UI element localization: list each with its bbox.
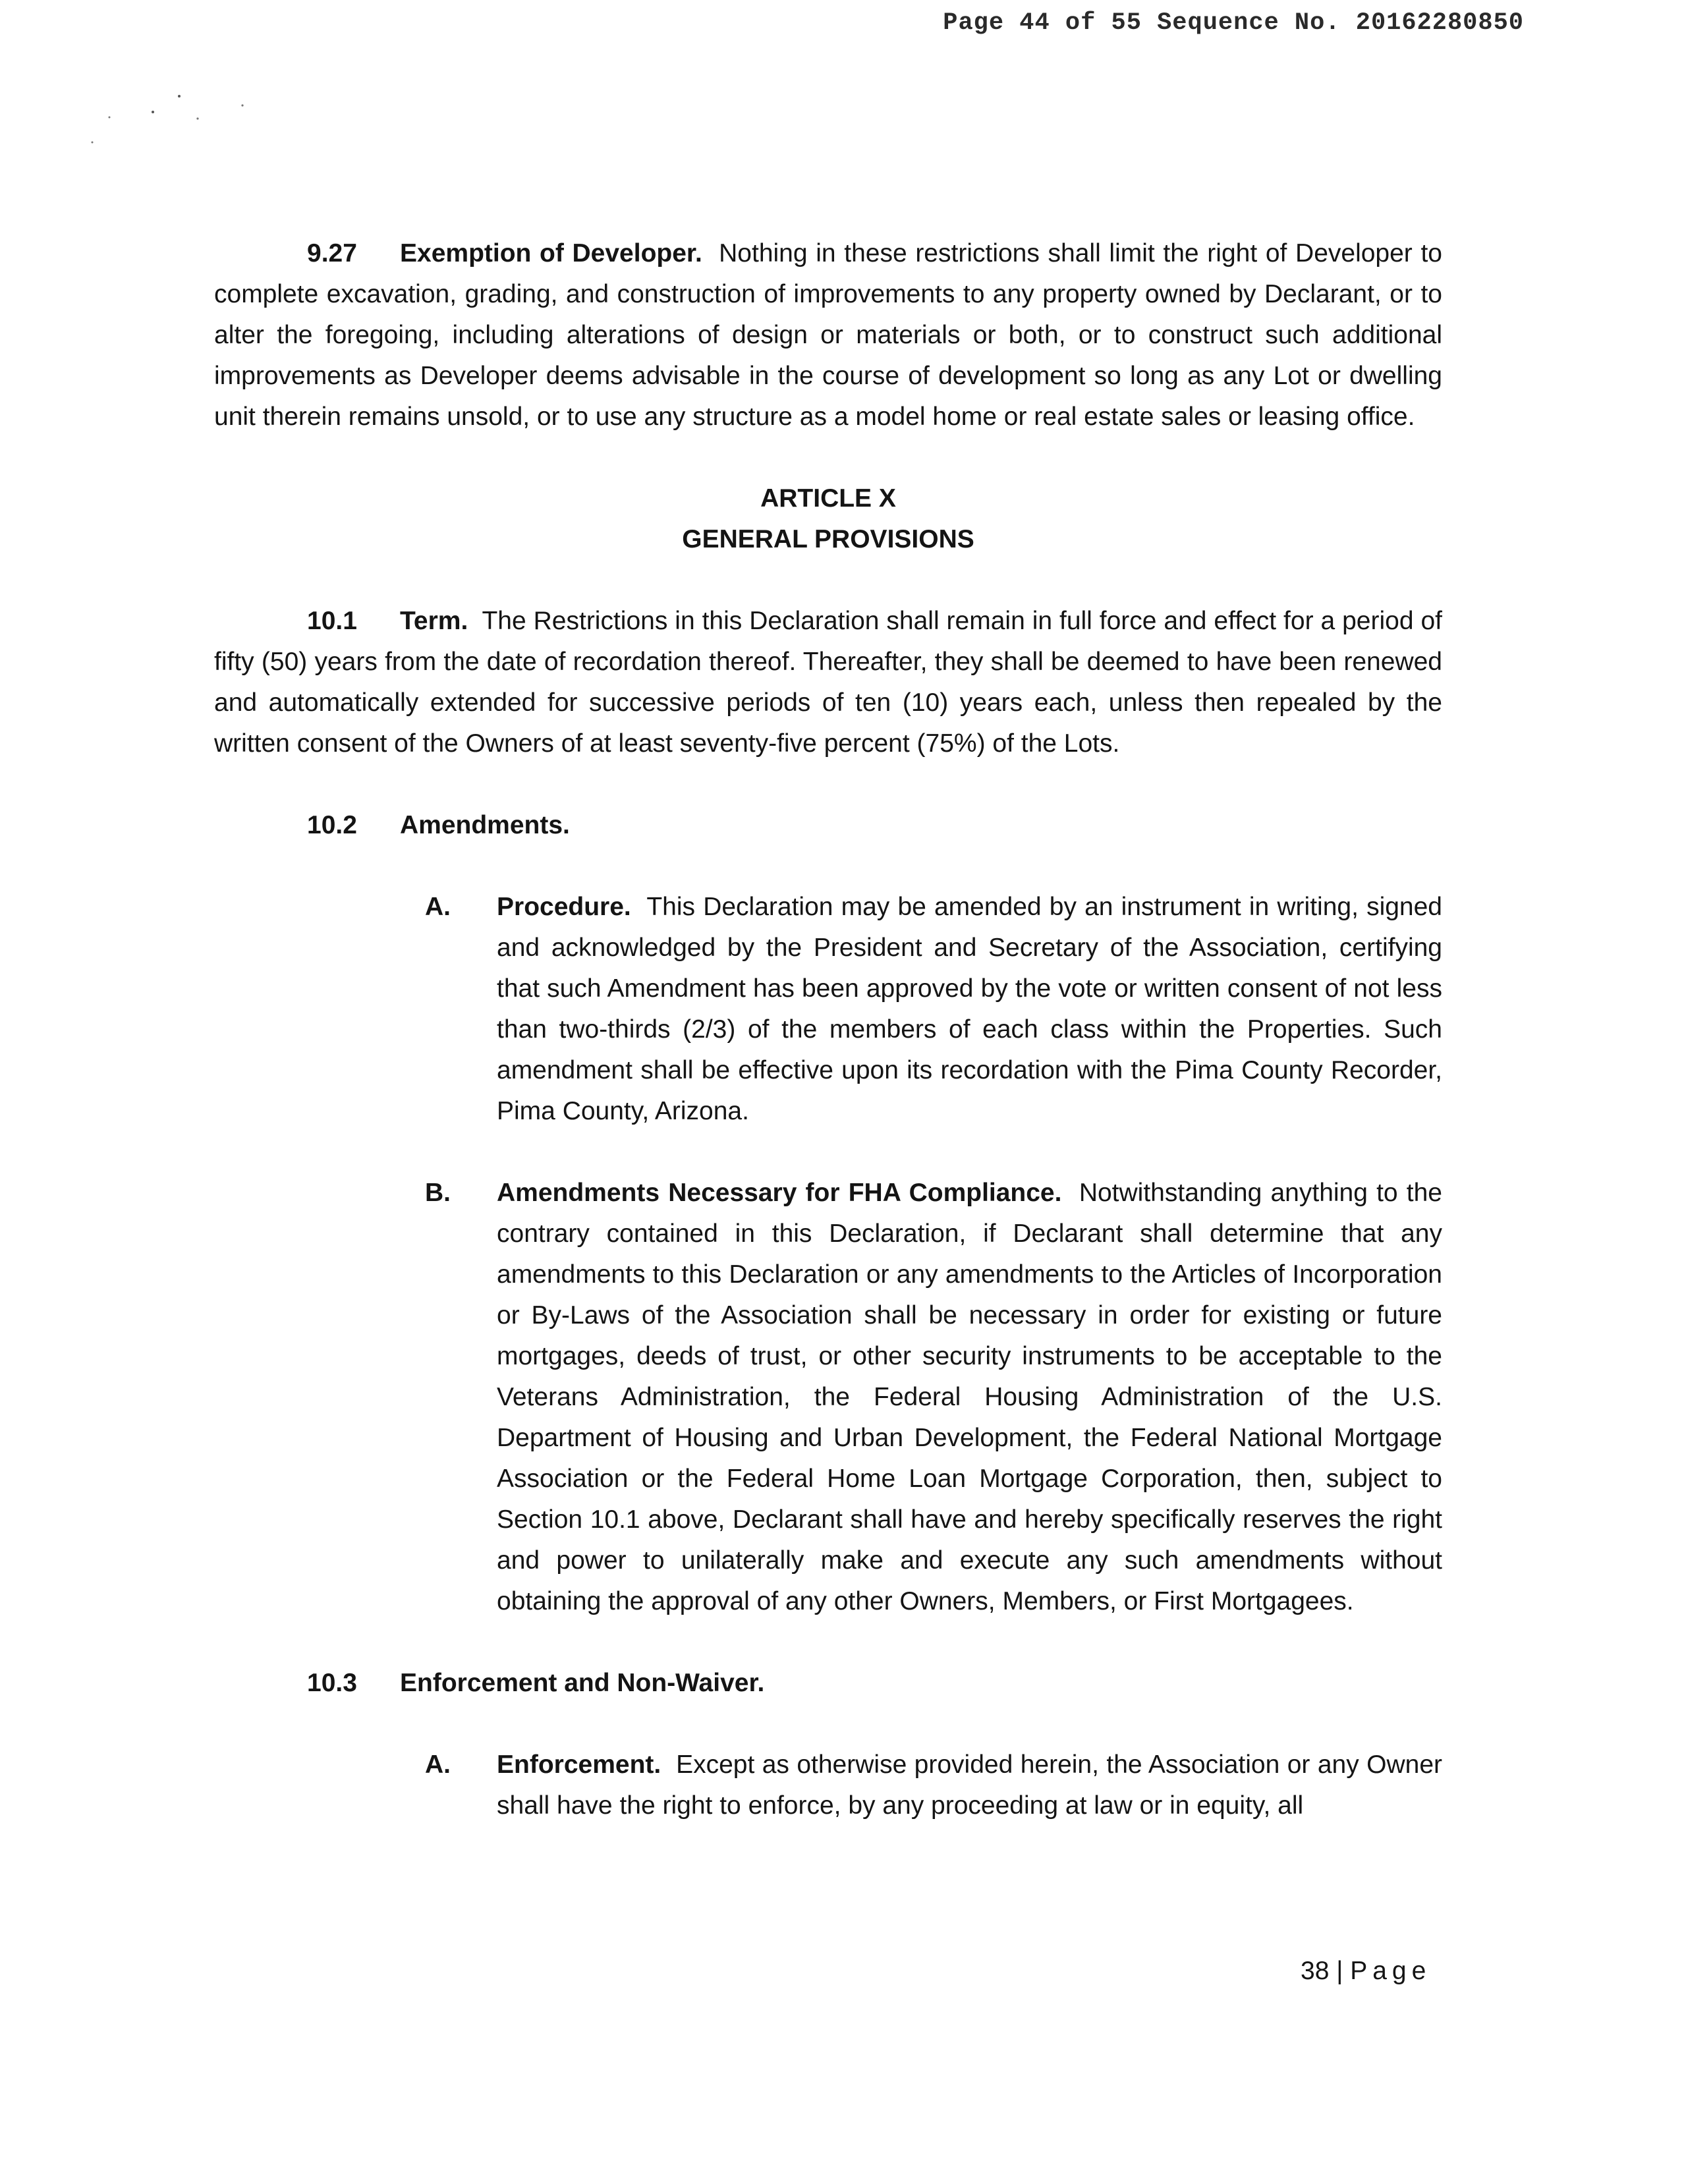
section-text: The Restrictions in this Declaration shall remain in full force and effect for a period of fifty (50) years from the date of recordation thereof. Thereafter, they shall be deemed to have been renewed and automatically extended for successive periods of ten (10) years each, unless then repealed by the written consent of the Owners of at least seventy-five percent (75%) of the Lots. bbox=[214, 607, 1442, 758]
scan-specks bbox=[0, 79, 264, 158]
subsection-10-3-a bbox=[214, 1745, 1442, 1826]
section-10-2-heading bbox=[214, 805, 1442, 846]
article-subheading: GENERAL PROVISIONS bbox=[682, 525, 974, 553]
section-number: 10.1 bbox=[307, 607, 357, 635]
subsection-10-2-a bbox=[214, 887, 1442, 1132]
section-9-27 bbox=[214, 233, 1442, 437]
subsection-letter: A. bbox=[425, 893, 451, 921]
subsection-title: Amendments Necessary for FHA Compliance. bbox=[497, 1179, 1062, 1207]
section-10-3-heading bbox=[214, 1663, 1442, 1704]
subsection-title: Procedure. bbox=[497, 893, 631, 921]
subsection-10-2-b bbox=[214, 1173, 1442, 1622]
document-body bbox=[214, 233, 1442, 1826]
subsection-text: This Declaration may be amended by an instrument in writing, signed and acknowledged by the President and Secretary of the Association, certifying that such Amendment has been approved by the vote or written consent of not less than two-thirds (2/3) of the members of each class within the Properties. Such amendment shall be effective upon its recordation with the Pima County Recorder, Pima County, Arizona. bbox=[497, 893, 1442, 1125]
article-heading: ARTICLE X bbox=[760, 484, 896, 513]
section-10-1 bbox=[214, 601, 1442, 764]
section-text: Nothing in these restrictions shall limit the right of Developer to complete excavation, grading, and construction of improvements to any property owned by Declarant, or to alter the foregoing, including alterations of design or materials or both, or to construct such additional improvements as Developer deems advisable in the course of development so long as any Lot or dwelling unit therein remains unsold, or to use any structure as a model home or real estate sales or leasing office. bbox=[214, 239, 1442, 431]
subsection-text: Except as otherwise provided herein, the Association or any Owner shall have the right to enforce, by any proceeding at law or in equity, all bbox=[497, 1750, 1443, 1820]
page-footer bbox=[1301, 1957, 1431, 1986]
page-label: Page bbox=[1350, 1957, 1432, 1985]
section-title: Enforcement and Non-Waiver. bbox=[400, 1669, 765, 1697]
page-number: 38 bbox=[1301, 1957, 1330, 1985]
subsection-letter: A. bbox=[425, 1750, 451, 1779]
page-separator: | bbox=[1336, 1957, 1343, 1985]
section-title: Exemption of Developer. bbox=[400, 239, 702, 267]
section-number: 9.27 bbox=[307, 239, 357, 267]
subsection-letter: B. bbox=[425, 1179, 451, 1207]
section-number: 10.2 bbox=[307, 811, 357, 839]
subsection-title: Enforcement. bbox=[497, 1750, 661, 1779]
article-heading-block bbox=[214, 478, 1442, 560]
subsection-text: Notwithstanding anything to the contrary contained in this Declaration, if Declarant shall determine that any amendments to this Declaration or any amendments to the Articles of Incorporation or By-Laws of the Association shall be necessary in order for existing or future mortgages, deeds of trust, or other security instruments to be acceptable to the Veterans Administration, the Federal Housing Administration of the U.S. Department of Housing and Urban Development, the Federal National Mortgage Association or the Federal Home Loan Mortgage Corporation, then, subject to Section 10.1 above, Declarant shall have and hereby specifically reserves the right and power to unilaterally make and execute any such amendments without obtaining the approval of any other Owners, Members, or First Mortgagees. bbox=[497, 1179, 1442, 1615]
page-sequence-stamp: Page 44 of 55 Sequence No. 20162280850 bbox=[943, 9, 1524, 37]
section-title: Amendments. bbox=[400, 811, 570, 839]
section-title: Term. bbox=[400, 607, 468, 635]
section-number: 10.3 bbox=[307, 1669, 357, 1697]
